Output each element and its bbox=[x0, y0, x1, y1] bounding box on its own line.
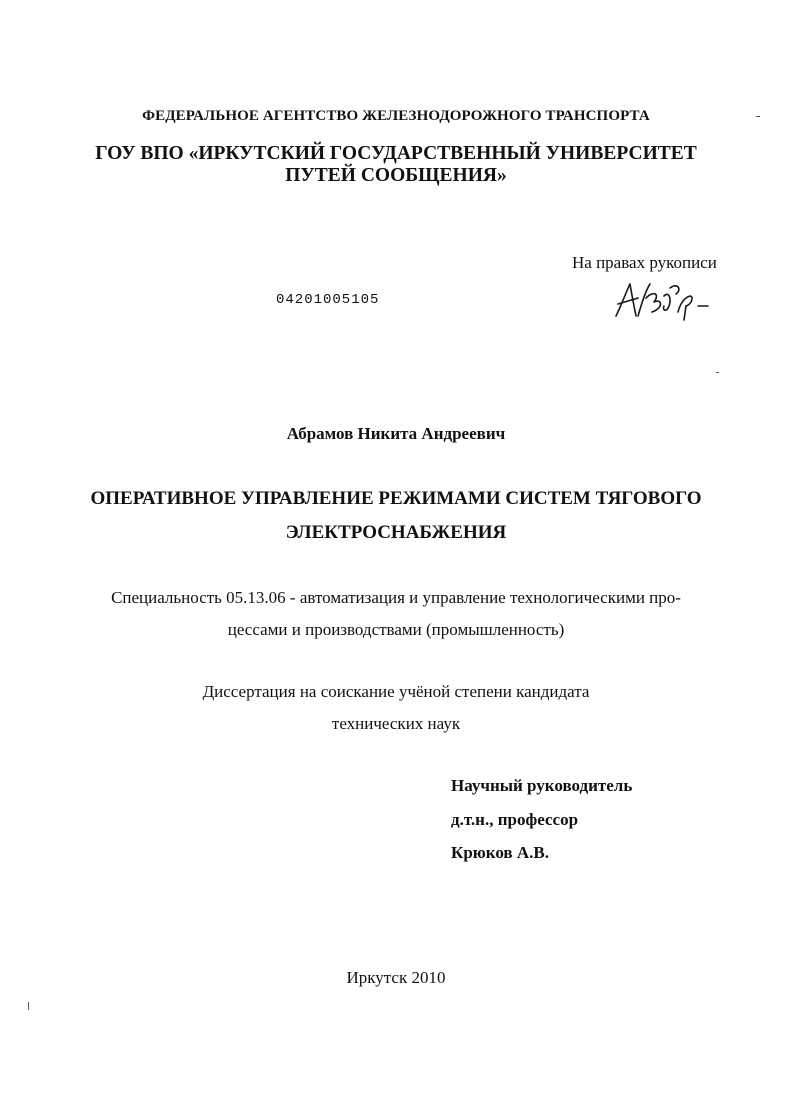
registry-code: 04201005105 bbox=[276, 292, 380, 308]
dissertation-degree-line2: технических наук bbox=[331, 714, 461, 733]
university-name-line2: ПУТЕЙ СООБЩЕНИЯ» bbox=[285, 165, 507, 186]
scan-speck bbox=[716, 372, 719, 373]
dissertation-title-line2: ЭЛЕКТРОСНАБЖЕНИЯ bbox=[285, 522, 507, 543]
agency-name: ФЕДЕРАЛЬНОЕ АГЕНТСТВО ЖЕЛЕЗНОДОРОЖНОГО ТРАНСПОРТА bbox=[142, 108, 650, 124]
dissertation-title-line1: ОПЕРАТИВНОЕ УПРАВЛЕНИЕ РЕЖИМАМИ СИСТЕМ ТЯГОВОГО bbox=[90, 488, 702, 509]
manuscript-rights-note: На правах рукописи bbox=[572, 253, 717, 272]
specialty-line2: цессами и производствами (промышленность) bbox=[227, 620, 565, 639]
specialty-line1: Специальность 05.13.06 - автоматизация и управление технологическими про- bbox=[111, 588, 681, 607]
dissertation-degree-line1: Диссертация на соискание учёной степени кандидата bbox=[202, 682, 590, 701]
author-name: Абрамов Никита Андреевич bbox=[286, 424, 506, 443]
supervisor-name: Крюков А.В. bbox=[451, 843, 549, 862]
handwritten-signature bbox=[608, 276, 718, 322]
scan-speck bbox=[28, 1002, 29, 1010]
university-name-line1: ГОУ ВПО «ИРКУТСКИЙ ГОСУДАРСТВЕННЫЙ УНИВЕРСИТЕТ bbox=[95, 143, 697, 164]
supervisor-role: Научный руководитель bbox=[451, 776, 633, 795]
scan-speck bbox=[756, 116, 760, 117]
supervisor-degree: д.т.н., профессор bbox=[451, 810, 579, 829]
city-year: Иркутск 2010 bbox=[346, 968, 446, 987]
